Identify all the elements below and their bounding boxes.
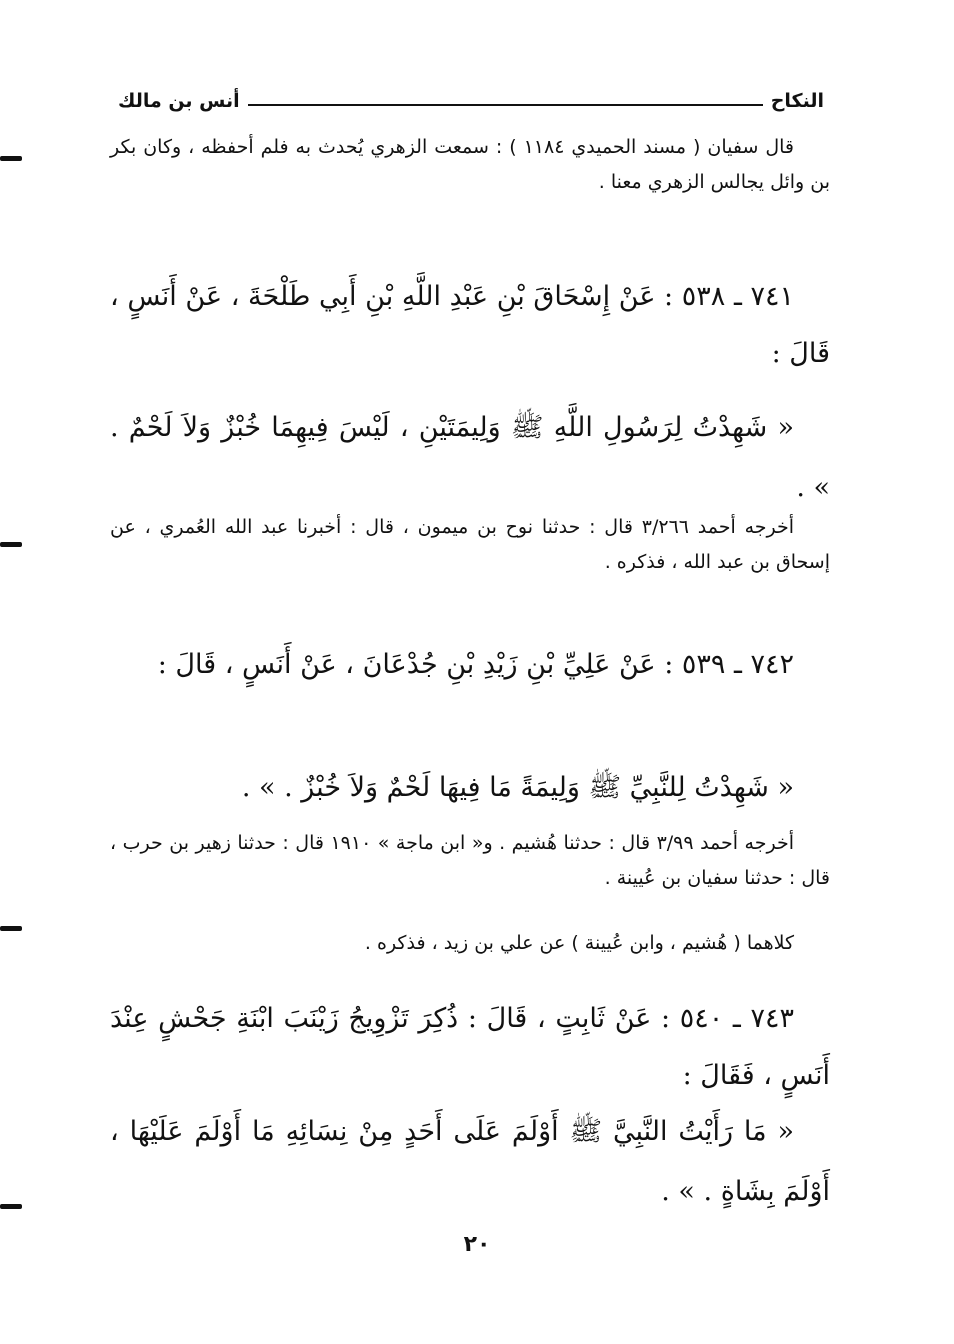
hadith-743-isnad: ٧٤٣ ـ ٥٤٠ : عَنْ ثَابِتٍ ، قَالَ : ذُكِرَ تَزْوِيجُ زَيْنَبَ ابْنَةِ جَحْشٍ عِنْدَ أَنَسٍ ، فَقَالَ : [110, 1003, 830, 1091]
chapter-title: النكاح [770, 90, 824, 112]
hadith-741-matn: « شَهِدْتُ لِرَسُولِ اللَّهِ ﷺ وَلِيمَتَيْنِ ، لَيْسَ فِيهِمَا خُبْزٌ وَلاَ لَحْمٌ . » . [110, 412, 830, 503]
binding-mark [0, 542, 22, 547]
hadith-742-note: كلاهما ( هُشيم ، وابن عُيينة ) عن علي بن زيد ، فذكره . [364, 932, 794, 954]
narrator-title: أنس بن مالك [118, 90, 240, 112]
header-rule [248, 104, 763, 106]
running-header [118, 86, 824, 116]
note-paragraph: قال سفيان ( مسند الحميدي ١١٨٤ ) : سمعت الزهري يُحدث به فلم أحفظه ، وكان بكر بن وائل يجالس الزهري معنا . [110, 136, 830, 193]
hadith-742-isnad: ٧٤٢ ـ ٥٣٩ : عَنْ عَلِيِّ بْنِ زَيْدِ بْنِ جُدْعَانَ ، عَنْ أَنَسٍ ، قَالَ : [157, 649, 794, 680]
binding-mark [0, 156, 22, 161]
hadith-741-takhrij: أخرجه أحمد ٣/٢٦٦ قال : حدثنا نوح بن ميمون ، قال : أخبرنا عبد الله العُمري ، عن إسحاق بن عبد الله ، فذكره . [110, 516, 830, 573]
hadith-742-takhrij: أخرجه أحمد ٣/٩٩ قال : حدثنا هُشيم . و« ابن ماجة » ١٩١٠ قال : حدثنا زهير بن حرب ، قال : حدثنا سفيان بن عُيينة . [110, 832, 830, 889]
hadith-741-isnad: ٧٤١ ـ ٥٣٨ : عَنْ إِسْحَاقَ بْنِ عَبْدِ اللَّهِ بْنِ أَبِي طَلْحَةَ ، عَنْ أَنَسٍ ، قَالَ : [110, 281, 830, 369]
binding-mark [0, 926, 22, 931]
binding-mark [0, 1204, 22, 1209]
hadith-742-matn: « شَهِدْتُ لِلنَّبِيِّ ﷺ وَلِيمَةً مَا فِيهَا لَحْمٌ وَلاَ خُبْزٌ . » . [241, 772, 794, 803]
page-number: ٢٠ [463, 1232, 491, 1257]
hadith-743-matn: « مَا رَأَيْتُ النَّبِيَّ ﷺ أَوْلَمَ عَلَى أَحَدٍ مِنْ نِسَائِهِ مَا أَوْلَمَ عَلَيْهَا ، أَوْلَمَ بِشَاةٍ . » . [110, 1116, 830, 1207]
